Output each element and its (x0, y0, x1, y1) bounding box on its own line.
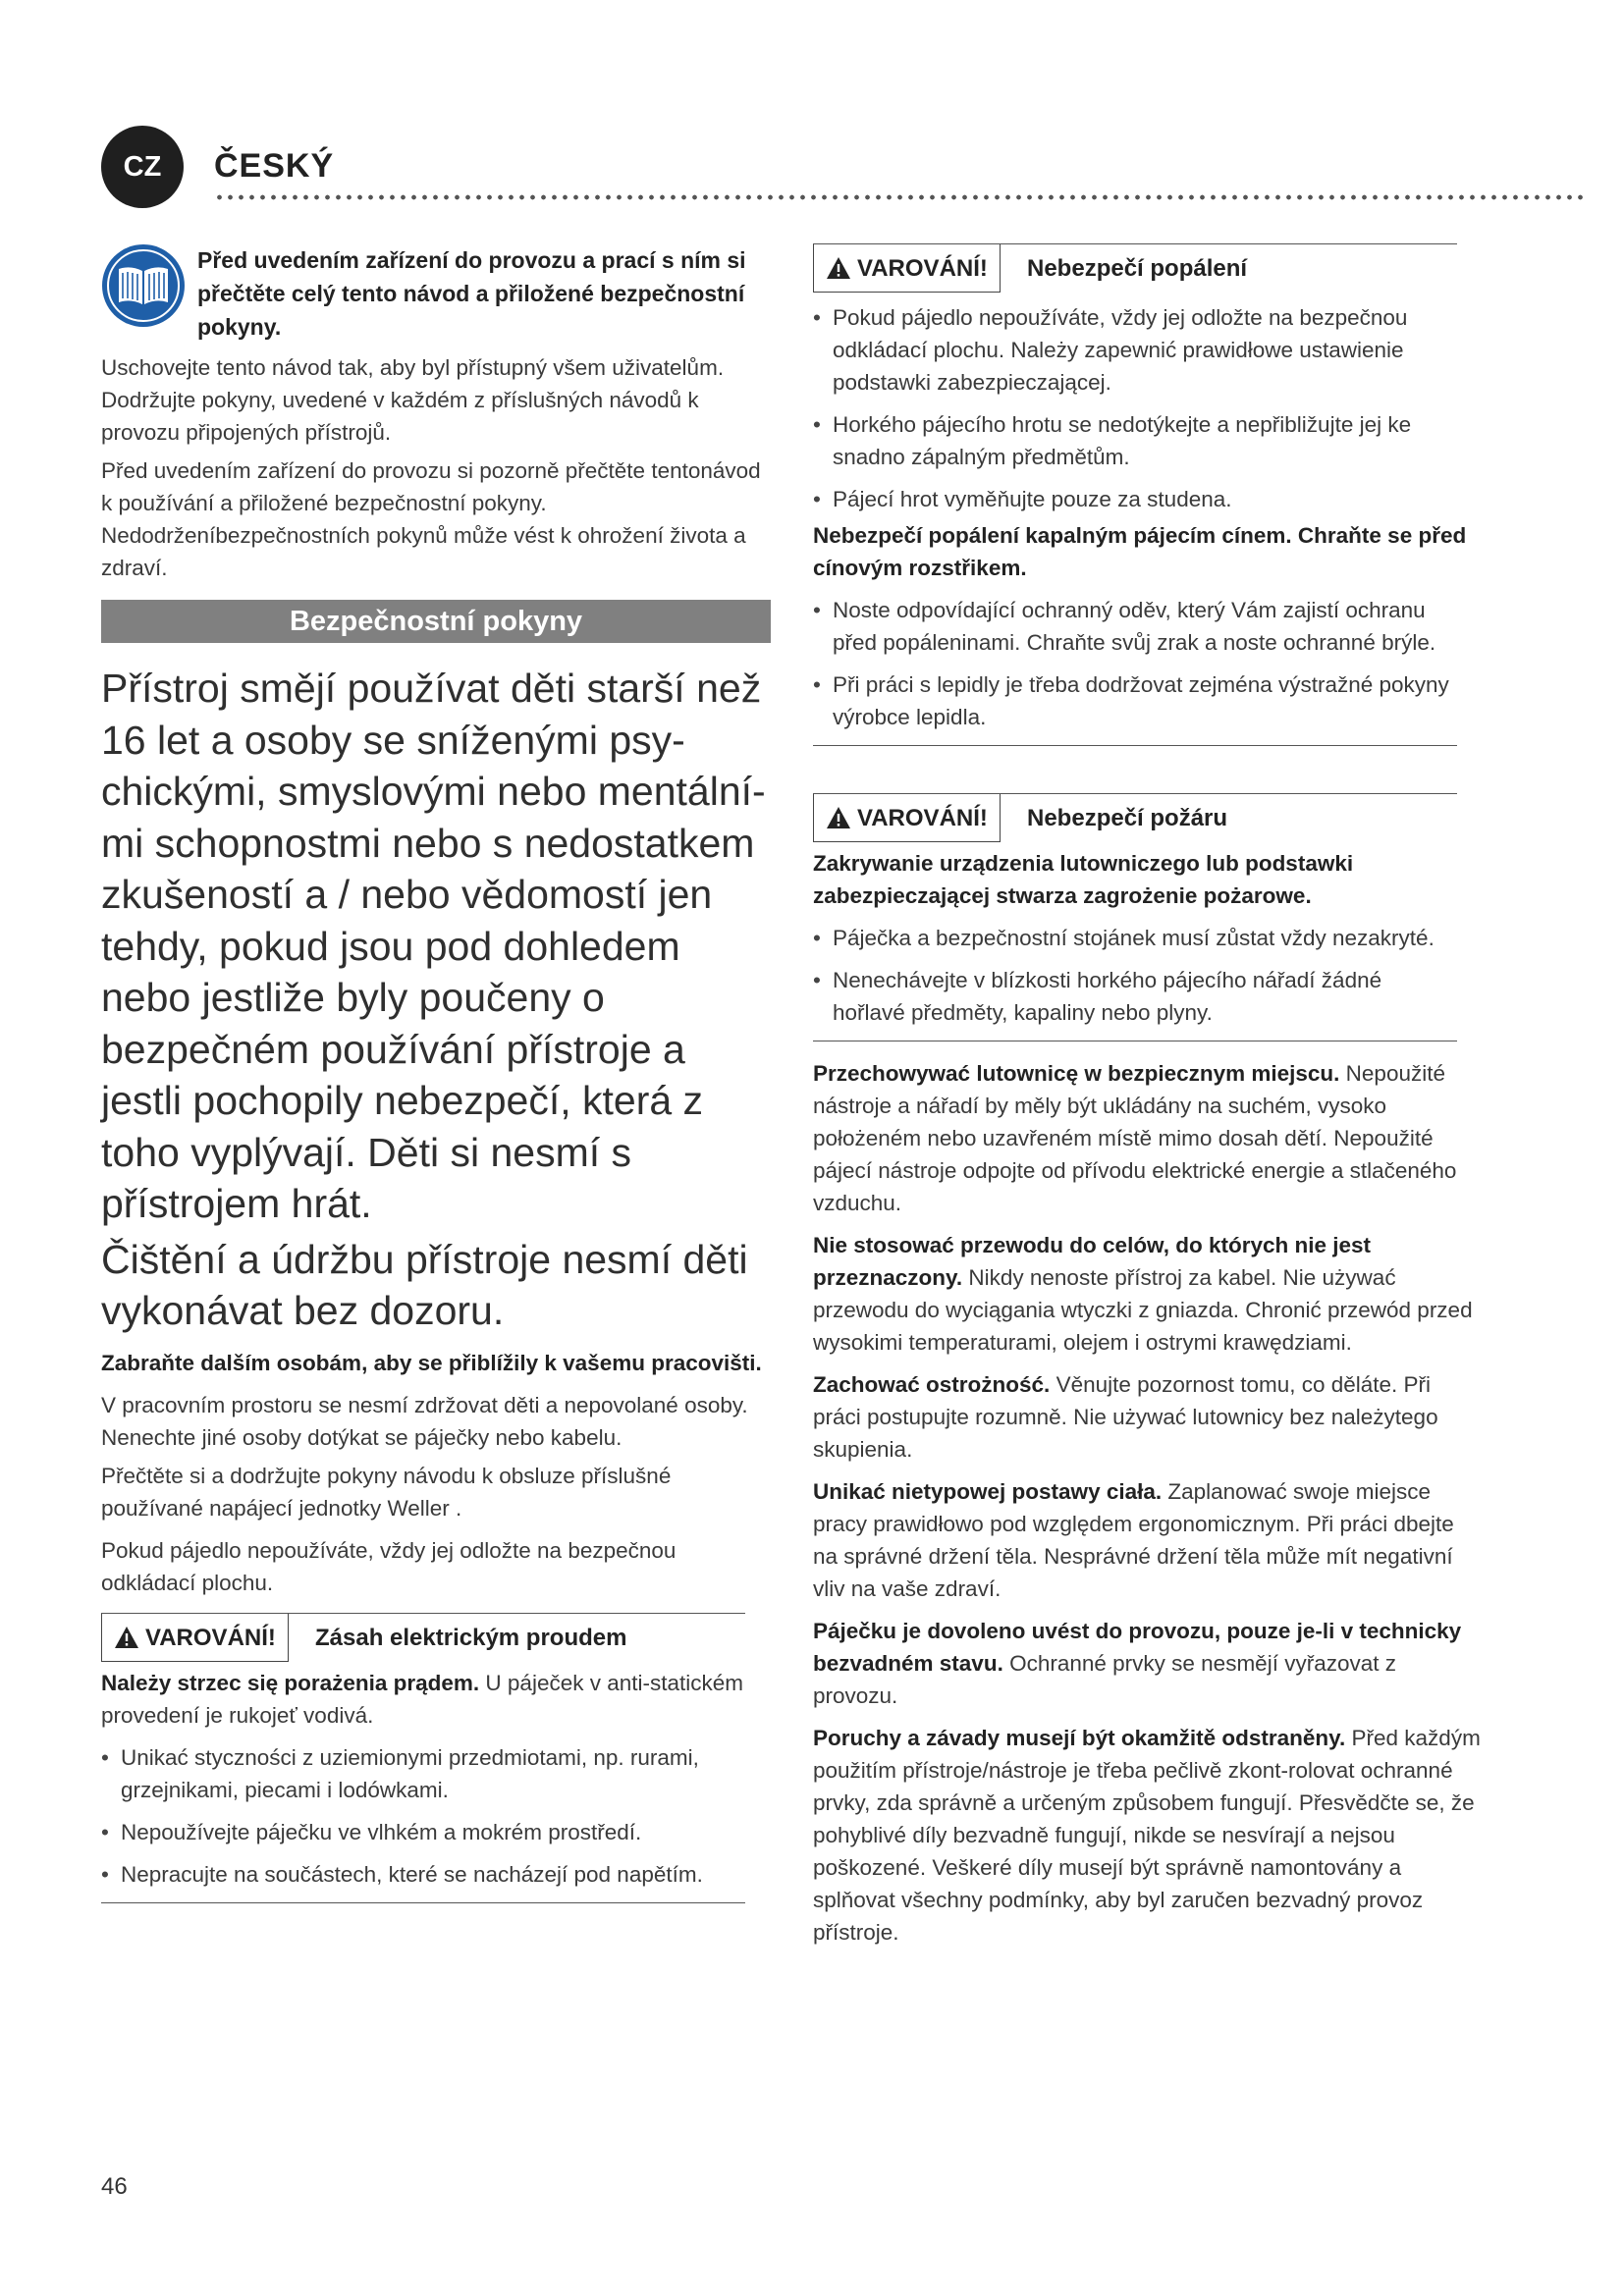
section-end-rule (813, 745, 1457, 746)
language-title: ČESKÝ (214, 147, 335, 185)
warning-label: VAROVÁNÍ! (857, 805, 988, 831)
section-end-rule (101, 1902, 745, 1903)
warning-triangle-icon (114, 1626, 139, 1649)
power-unit-paragraph: Přečtěte si a dodržujte pokyny návodu k obsluze příslušné používané napájecí jednotky Weller . (101, 1463, 672, 1521)
left-column (101, 243, 771, 1903)
molten-solder-heading: Nebezpečí popálení kapalným pájecím cínem. Chraňte se před cínovým rozstřikem. (813, 523, 1467, 580)
safety-paragraph: Nie stosować przewodu do celów, do których nie jest przeznaczony. Nikdy nenoste přístroj za kabel. Nie używać przewodu do wyciągania wtyczki z gniazda. Chronić przewód przed wysokimi temperaturami, olejem i ostrymi krawędziami. (813, 1233, 1473, 1355)
fire-bullet-list (813, 922, 1457, 1029)
cleaning-warning-text: Čištění a údržbu přístroje nesmí děti vykonávat bez dozoru. (101, 1236, 748, 1333)
workspace-paragraph: V pracovním prostoru se nesmí zdržovat děti a nepovolané osoby. Nenechte jiné osoby dotýkat se páječky nebo kabelu. (101, 1392, 748, 1450)
intro-paragraph-1: Uschovejte tento návod tak, aby byl přístupný všem uživatelům. Dodržujte pokyny, uvedené v každém z příslušných návodů k provozu připojených přístrojů. (101, 355, 725, 445)
warning-electric-header (101, 1613, 745, 1667)
safety-paragraph: Przechowywać lutownicę w bezpiecznym miejscu. Nepoužité nástroje a nářadí by měly být ukládány na suchém, vysoko położeném nebo uzavřeném místě mimo dosah dětí. Nepoužité pájecí nástroje odpojte od přívodu elektrické energie a stlačeného vzduchu. (813, 1061, 1457, 1215)
language-badge: CZ (101, 126, 184, 208)
list-item: • Nepoužívejte páječku ve vlhkém a mokrém prostředí. (101, 1816, 745, 1848)
list-item: • Při práci s lepidly je třeba dodržovat zejména výstražné pokyny výrobce lepidla. (813, 668, 1457, 733)
list-item: • Nepracujte na součástech, které se nacházejí pod napětím. (101, 1858, 745, 1891)
intro-bold-text: Před uvedením zařízení do provozu a prací s ním si přečtěte celý tento návod a přiložené bezpečnostní pokyny. (197, 247, 746, 340)
section-title-bar: Bezpečnostní pokyny (101, 600, 771, 643)
page-header (101, 126, 1486, 204)
list-item: • Pokud pájedlo nepoužíváte, vždy jej odložte na bezpečnou odkládací plochu. Należy zapewnić prawidłowe ustawienie podstawki zabezpieczającej. (813, 301, 1457, 399)
keep-others-away-heading: Zabraňte dalším osobám, aby se přiblížily k vašemu pracovišti. (101, 1350, 762, 1375)
fire-heading: Zakrywanie urządzenia lutowniczego lub podstawki zabezpieczającej stwarza zagrożenie pożarowe. (813, 851, 1354, 908)
list-item: • Noste odpovídající ochranný oděv, který Vám zajistí ochranu před popáleninami. Chraňte svůj zrak a noste ochranné brýle. (813, 594, 1457, 659)
list-item: • Pájecí hrot vyměňujte pouze za studena. (813, 483, 1457, 515)
warning-electric-title: Zásah elektrickým proudem (315, 1624, 627, 1651)
dotted-divider (214, 194, 1584, 200)
warning-label: VAROVÁNÍ! (857, 255, 988, 282)
safety-paragraph: Unikać nietypowej postawy ciała. Zaplanować swoje miejsce pracy prawidłowo pod względem ergonomicznym. Při práci dbejte na správné držení těla. Nesprávné držení těla může mít negativní vliv na vaše zdraví. (813, 1479, 1454, 1601)
list-item: • Páječka a bezpečnostní stojánek musí zůstat vždy nezakryté. (813, 922, 1457, 954)
warning-fire-title: Nebezpečí požáru (1027, 805, 1228, 831)
right-column (813, 243, 1485, 1949)
safety-paragraph: Zachować ostrożność. Věnujte pozornost tomu, co děláte. Při práci postupujte rozumně. Nie używać lutownicy bez należytego skupienia. (813, 1372, 1438, 1462)
page-number: 46 (101, 2173, 128, 2200)
safety-paragraph: Poruchy a závady musejí být okamžitě odstraněny. Před každým použitím přístroje/nástroje je třeba pečlivě zkont-rolovat ochranné prvky, zda správně a určeným způsobem fungují. Přesvědčte se, že pohyblivé díly bezvadně fungují, nikde se nesvírají a nejsou poškozené. Veškeré díly musejí být správně namontovány a splňovat všechny podmínky, aby byl zaručen bezvadný provoz přístroje. (813, 1726, 1481, 1945)
list-item: • Nenechávejte v blízkosti horkého pájecího nářadí žádné hořlavé předměty, kapaliny nebo plyny. (813, 964, 1457, 1029)
list-item: • Horkého pájecího hrotu se nedotýkejte a nepřibližujte jej ke snadno zápalným předmětům. (813, 408, 1457, 473)
electric-bullet-list (101, 1741, 745, 1891)
electric-lead-bold: Należy strzec się porażenia prądem. (101, 1670, 480, 1695)
warning-burn-title: Nebezpečí popálení (1027, 255, 1248, 282)
manual-book-icon (101, 243, 186, 328)
warning-triangle-icon (826, 256, 851, 280)
warning-fire-header (813, 793, 1457, 847)
intro-paragraph-2: Před uvedením zařízení do provozu si pozorně přečtěte tentonávod k používání a přiložené bezpečnostní pokyny. Nedodrženíbezpečnostních pokynů může vést k ohrožení života a zdraví. (101, 458, 761, 580)
warning-label-box (813, 244, 1001, 293)
warning-label-box (101, 1614, 289, 1662)
burn-bullet-list-2 (813, 594, 1457, 733)
warning-triangle-icon (826, 806, 851, 829)
children-warning-text: Přístroj smějí používat děti starší než 16 let a osoby se sníženými psy-chickými, smyslovými nebo mentální-mi schopnostmi nebo s nedostatkem zkušeností a / nebo vědomostí jen tehdy, pokud jsou pod dohledem nebo jestliže byly poučeny o bezpečném používání přístroje a jestli pochopily nebezpečí, která z toho vyplývají. Děti si nesmí s přístrojem hrát. (101, 666, 766, 1226)
list-item: • Unikać styczności z uziemionymi przedmiotami, np. rurami, grzejnikami, piecami i lodówkami. (101, 1741, 745, 1806)
warning-burn-header (813, 243, 1457, 297)
electric-lead-text: U páječek v anti-statickém provedení je rukojeť vodivá. (101, 1670, 744, 1728)
burn-bullet-list (813, 301, 1457, 515)
warning-label: VAROVÁNÍ! (145, 1624, 276, 1651)
electric-lead-paragraph (101, 1667, 771, 1732)
safety-paragraph: Páječku je dovoleno uvést do provozu, pouze je-li v technicky bezvadném stavu. Ochranné prvky se nesmějí vyřazovat z provozu. (813, 1619, 1462, 1708)
storage-paragraph: Pokud pájedlo nepoužíváte, vždy jej odložte na bezpečnou odkládací plochu. (101, 1537, 677, 1595)
intro-block (101, 243, 771, 344)
warning-label-box (813, 794, 1001, 842)
